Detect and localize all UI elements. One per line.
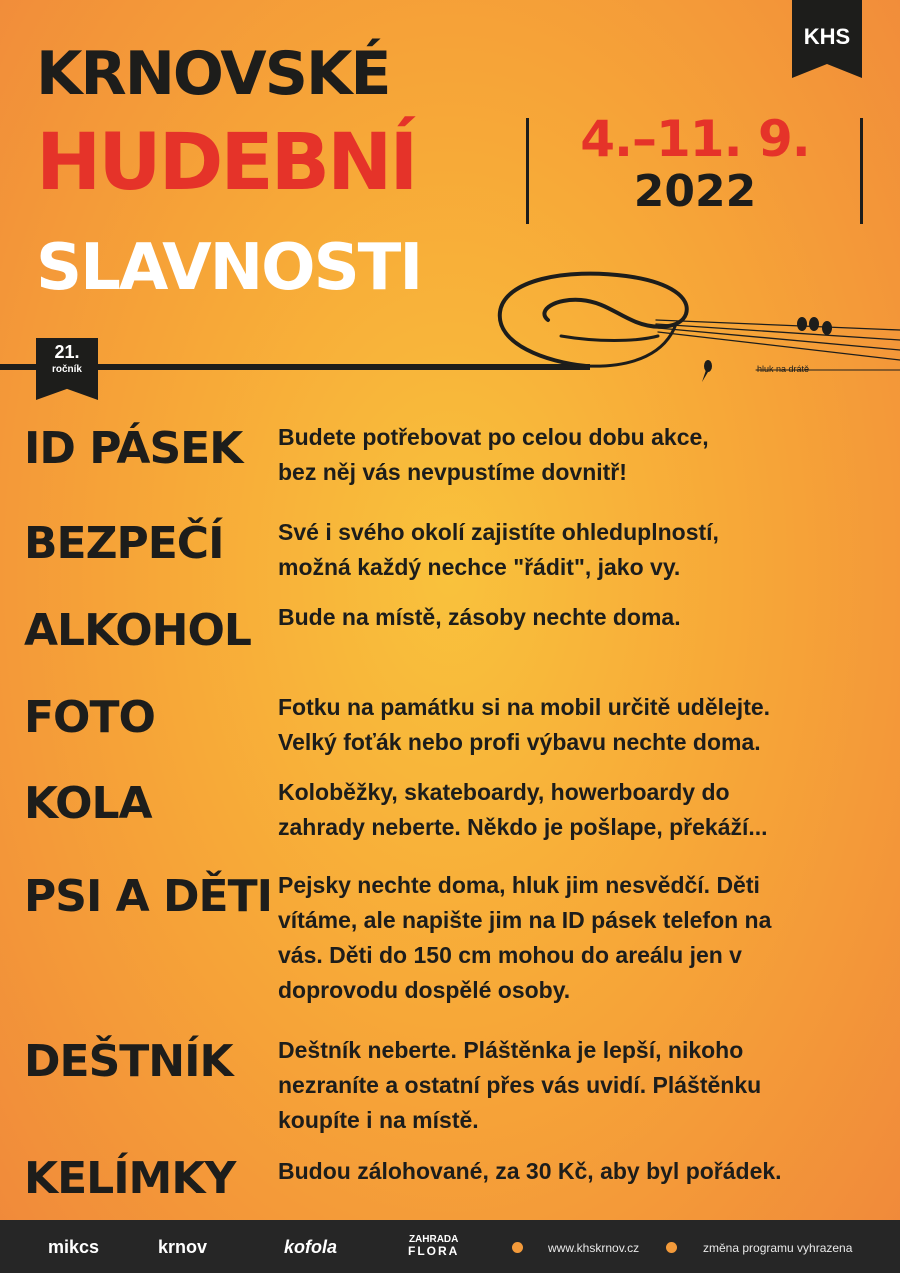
footer-dot-icon [666,1242,677,1253]
rule-text-foto: Fotku na památku si na mobil určitě udělejte. Velký foťák nebo profi výbavu nechte doma. [278,694,771,755]
rule-title-kelimky: KELÍMKY [24,1153,236,1204]
edition-label: ročník [51,364,82,375]
violin-scroll-icon [486,262,900,392]
edition-number: 21. [54,342,80,362]
rule-title-psi-a-deti: PSI A DĚTI [24,871,272,922]
title-line-3: SLAVNOSTI [36,231,422,305]
rule-text-kelimky: Budou zálohované, za 30 Kč, aby byl pořádek. [278,1158,782,1184]
rule-text-bezpeci: Své i svého okolí zajistíte ohleduplností, možná každý nechce "řádit", jako vy. [278,519,719,580]
rule-text-psi-a-deti: Pejsky nechte doma, hluk jim nesvědčí. Děti vítáme, ale napište jim na ID pásek telefon na vás. Děti do 150 cm mohou do areálu jen v doprovodu dospělé osoby. [278,872,772,1003]
rule-title-foto: FOTO [24,692,155,743]
rule-text-destnik: Deštník neberte. Pláštěnka je lepší, nikoho nezraníte a ostatní přes vás uvidí. Pláštěnku koupíte i na místě. [278,1037,762,1133]
rule-text-kola: Koloběžky, skateboardy, howerboardy do zahrady neberte. Někdo je pošlape, překáží... [278,779,768,840]
festival-year: 2022 [633,166,757,217]
mikcs-logo: mikcs [48,1237,100,1257]
program-change-note: změna programu vyhrazena [703,1241,853,1255]
rule-title-kola: KOLA [24,778,152,829]
khs-badge: KHS [803,24,851,49]
tagline: hluk na drátě [757,364,810,374]
kofola-logo: kofola [284,1237,338,1257]
zahrada-flora-logo: ZAHRADA FLORA [408,1234,460,1258]
rule-title-bezpeci: BEZPEČÍ [24,518,224,569]
website-link[interactable]: www.khskrnov.cz [548,1241,640,1255]
rule-text-alkohol: Bude na místě, zásoby nechte doma. [278,604,681,630]
title-line-1: KRNOVSKÉ [36,39,390,109]
date-divider-right [860,118,863,224]
festival-dates: 4.–11. 9. [580,110,810,168]
title-line-2: HUDEBNÍ [36,118,416,208]
rule-title-destnik: DEŠTNÍK [24,1036,233,1087]
krnov-logo: krnov [158,1237,208,1257]
rule-title-id-pasek: ID PÁSEK [24,423,243,474]
footer-dot-icon [512,1242,523,1253]
rule-title-alkohol: ALKOHOL [24,605,251,656]
rule-text-id-pasek: Budete potřebovat po celou dobu akce, bez něj vás nevpustíme dovnitř! [278,424,709,485]
date-divider-left [526,118,529,224]
